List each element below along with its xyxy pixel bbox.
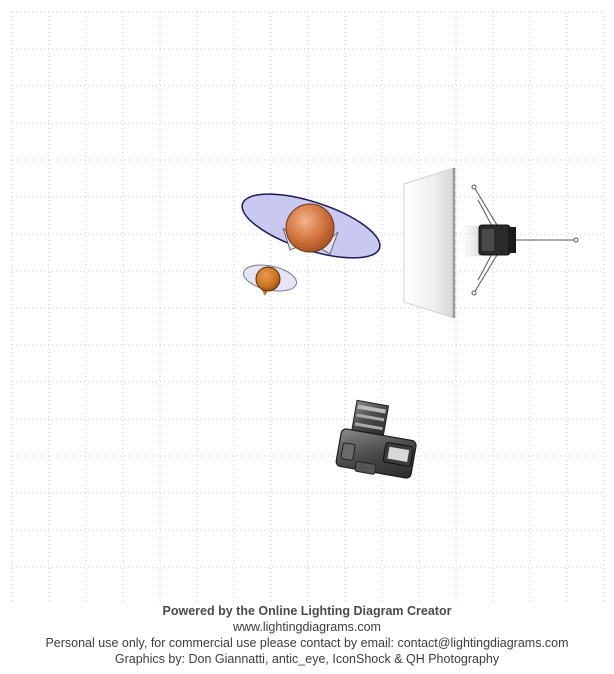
reflector-panel-icon[interactable]: [404, 168, 454, 318]
camera-icon[interactable]: [335, 399, 422, 481]
light-beam: [456, 224, 480, 258]
subject-person-icon[interactable]: [235, 181, 387, 271]
footer-credits: Graphics by: Don Giannatti, antic_eye, IconShock & QH Photography: [114, 652, 500, 666]
strobe-head-icon[interactable]: [479, 225, 516, 255]
footer-license: Personal use only, for commercial use please contact by email: contact@lightingdiagrams.com: [45, 636, 569, 650]
footer: [0, 603, 614, 667]
small-subject-person-icon[interactable]: [241, 261, 299, 296]
footer-url: www.lightingdiagrams.com: [233, 620, 381, 634]
footer-title: Powered by the Online Lighting Diagram Creator: [162, 604, 452, 618]
background-grid: [12, 12, 604, 602]
